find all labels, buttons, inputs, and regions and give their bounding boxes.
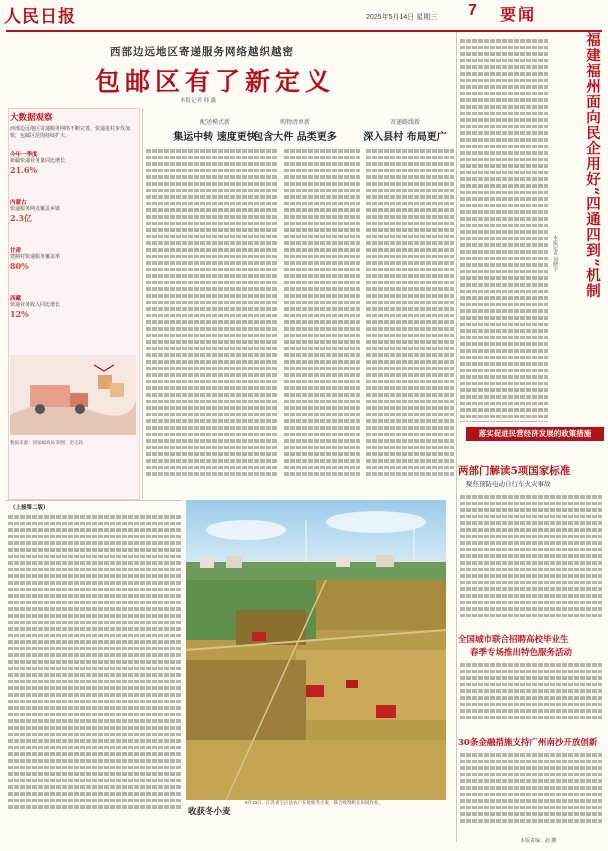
section-divider — [6, 500, 182, 501]
article-body — [8, 512, 182, 842]
stat-text: 新疆快递业务量同比增长 — [10, 158, 66, 164]
stat-label: 今年一季度 — [10, 152, 38, 158]
column-title: 包含大件 品类更多 — [253, 132, 337, 143]
photo-title: 收获冬小麦 — [188, 807, 231, 817]
sidebar-title: 大数据观察 — [10, 113, 53, 123]
stat-value: 2.3亿 — [10, 213, 32, 223]
main-headline: 包邮区有了新定义 — [95, 67, 336, 96]
harvest-photo — [186, 500, 446, 800]
column-kicker: 寄递路线新 — [389, 119, 420, 126]
article-subtitle: 春季专场推出特色服务活动 — [470, 648, 573, 658]
article-body — [460, 492, 602, 626]
stat-value: 80% — [10, 261, 29, 271]
column-divider — [456, 32, 457, 842]
article-body — [146, 146, 278, 496]
stat-value: 21.6% — [10, 165, 38, 175]
column-kicker: 购物清单新 — [279, 119, 310, 126]
article-title: 两部门解读5项国家标准 — [458, 465, 571, 477]
newspaper-logo: 人民日报 — [4, 7, 76, 27]
column-kicker: 配送模式新 — [199, 119, 230, 126]
article-subtitle: 聚焦预防电动自行车火灾事故 — [466, 480, 551, 488]
right-byline: 本报记者 刘晓宇 — [552, 235, 558, 272]
article-body — [460, 36, 548, 422]
sidebar-caption: 数据来源：国家邮政局 制图：赵志轶 — [10, 440, 84, 445]
stat-text: 快递业务收入同比增长 — [10, 302, 61, 308]
photo-caption: 5月13日，江苏省宝应县农户在抢收冬小麦，联合收割机在田间作业。 — [245, 800, 384, 805]
article-body — [460, 660, 602, 730]
stat-text: 快递服务网点覆盖乡镇 — [10, 206, 61, 212]
article-body — [366, 146, 454, 496]
stat-label: 内蒙古 — [10, 200, 27, 206]
article-body — [284, 146, 360, 496]
issue-date: 2025年5月14日 星期三 — [366, 14, 438, 21]
column-divider — [142, 108, 143, 498]
continued-note: （上接第二版） — [10, 505, 49, 511]
article-title: 全国城市联合招聘高校毕业生 — [458, 635, 569, 645]
sidebar-intro: 西部边远地区寄递服务网络不断完善，快递进村步伐加快，包邮区范围持续扩大。 — [10, 126, 131, 139]
stat-label: 西藏 — [10, 296, 22, 302]
main-kicker: 西部边远地区寄递服务网络越织越密 — [110, 46, 294, 58]
delivery-illustration — [10, 355, 136, 435]
stat-text: 建制村快递服务覆盖率 — [10, 254, 61, 260]
main-byline: 本报记者 韩 鑫 — [180, 98, 217, 104]
column-title: 集运中转 速度更快 — [173, 132, 257, 143]
section-name: 要闻 — [500, 5, 537, 24]
column-title: 深入县村 布局更广 — [363, 132, 447, 143]
stat-label: 甘肃 — [10, 248, 22, 254]
page-number: 7 — [468, 2, 477, 19]
stat-block — [10, 246, 136, 271]
article-title: 30条金融措施支持广州南沙开放创新 — [458, 738, 598, 748]
stat-block — [10, 294, 136, 319]
article-body — [460, 750, 602, 834]
right-headline: 福建福州面向民企用好“四通四到”机制 — [584, 32, 601, 299]
stat-block — [10, 198, 136, 224]
stat-value: 12% — [10, 309, 29, 319]
page-editor: 本版责编：赵 鹏 — [520, 838, 557, 844]
policy-banner: 落实促进民营经济发展的政策措施 — [466, 427, 604, 441]
stat-block — [10, 150, 136, 175]
